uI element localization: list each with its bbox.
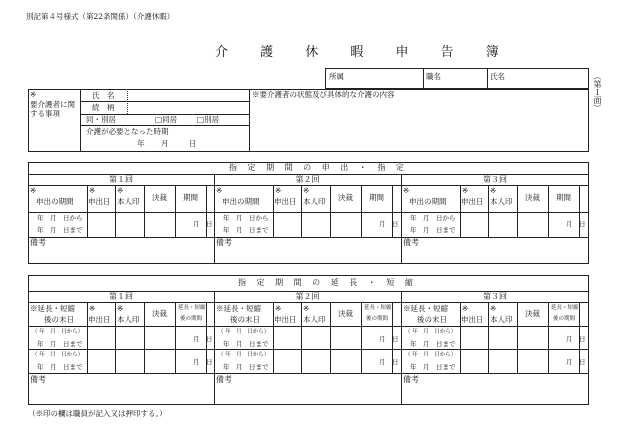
seal-header: 本人印	[117, 197, 140, 206]
page-title: 介 護 休 暇 申 告 簿	[215, 45, 513, 60]
ext-to-text: 年 月 日まで	[223, 363, 269, 371]
cohabit-label: 同・別居	[86, 115, 116, 124]
ext-to-text: 年 月 日まで	[410, 363, 456, 371]
ext-from-text: （ 年 月 日から）	[405, 329, 457, 335]
ext-period-header: 延長・短縮	[178, 305, 206, 311]
extension-round-label: 第３回	[483, 292, 507, 301]
duration-header: 期間	[556, 193, 571, 202]
designation-round-label: 第２回	[295, 175, 320, 184]
ext-request-date-header: 申出日	[274, 315, 297, 324]
extension-title: 指 定 期 間 の 延 長 ・ 短 縮	[238, 278, 417, 287]
ext-seal-header: 本人印	[490, 315, 513, 324]
request-date-header: 申出日	[88, 197, 111, 206]
ext-to-text: 年 月 日まで	[37, 363, 83, 371]
seal-header: 本人印	[303, 197, 326, 206]
duration-value-text: 月 日	[379, 220, 399, 228]
ext-duration-text: 月 日	[379, 335, 399, 343]
ext-seal-header: 本人印	[303, 315, 326, 324]
ext-duration-text: 月 日	[379, 358, 399, 366]
seal-header: 本人印	[490, 197, 513, 206]
ext-period-header: 延長・短縮	[551, 305, 579, 311]
remarks-label: 備考	[216, 238, 232, 247]
ext-remarks-label: 備考	[403, 375, 419, 384]
approval-header: 決裁	[152, 193, 167, 202]
duration-value-text: 月 日	[193, 220, 213, 228]
period-to-text: 年 月 日まで	[223, 226, 269, 234]
request-date-header: 申出日	[461, 197, 484, 206]
period-to-text: 年 月 日まで	[410, 226, 456, 234]
ext-to-text: 年 月 日まで	[223, 340, 269, 348]
ext-from-text: （ 年 月 日から）	[218, 329, 270, 335]
designation-round-label: 第１回	[109, 175, 133, 184]
period-from-text: 年 月 日から	[37, 214, 83, 222]
ext-duration-text: 月 日	[193, 358, 213, 366]
separate-checkbox[interactable]: □別居	[197, 115, 220, 124]
employee-name-label: 氏名	[490, 72, 505, 81]
extension-end-header: ※延長・短縮	[30, 304, 75, 313]
ext-from-text: （ 年 月 日から）	[32, 352, 84, 358]
request-period-header: 申出の期間	[409, 197, 447, 206]
request-period-header: 申出の期間	[36, 197, 74, 206]
ext-from-text: （ 年 月 日から）	[405, 352, 457, 358]
designation-round-label: 第３回	[483, 175, 507, 184]
recipient-name-label: 氏 名	[92, 91, 115, 100]
employee-info-box	[325, 68, 589, 89]
relation-label: 続 柄	[92, 103, 115, 112]
extension-end-header: ※延長・短縮	[403, 304, 448, 313]
remarks-label: 備考	[403, 238, 419, 247]
cohabit-checkbox[interactable]: □同居	[155, 115, 178, 124]
request-date-header: 申出日	[274, 197, 297, 206]
ext-seal-header: 本人印	[117, 315, 140, 324]
approval-header: 決裁	[338, 193, 353, 202]
form-reference: 別記第４号様式（第22条関係）（介護休暇）	[26, 12, 175, 21]
request-period-header: 申出の期間	[222, 197, 260, 206]
footnote: （※印の欄は職員が記入又は押印する。）	[28, 409, 167, 418]
period-from-text: 年 月 日から	[410, 214, 456, 222]
ext-to-text: 年 月 日まで	[37, 340, 83, 348]
affiliation-label: 所属	[329, 72, 344, 81]
ext-remarks-label: 備考	[30, 375, 46, 384]
ext-duration-text: 月 日	[193, 335, 213, 343]
ext-request-date-header: 申出日	[88, 315, 111, 324]
page-side-label: （第１面）	[593, 72, 602, 112]
extension-round-label: 第１回	[109, 292, 133, 301]
ext-period-header: 延長・短縮	[364, 305, 392, 311]
period-to-text: 年 月 日まで	[37, 226, 83, 234]
extension-end-header: ※延長・短縮	[216, 304, 261, 313]
approval-header: 決裁	[525, 193, 540, 202]
ext-approval-header: 決裁	[152, 309, 167, 318]
extension-round-label: 第２回	[295, 292, 320, 301]
job-title-label: 職名	[426, 72, 441, 81]
ext-request-date-header: 申出日	[461, 315, 484, 324]
ext-approval-header: 決裁	[338, 309, 353, 318]
ext-from-text: （ 年 月 日から）	[32, 329, 84, 335]
ext-from-text: （ 年 月 日から）	[218, 352, 270, 358]
ext-remarks-label: 備考	[216, 375, 232, 384]
duration-value-text: 月 日	[566, 220, 586, 228]
ext-approval-header: 決裁	[525, 309, 540, 318]
duration-header: 期間	[183, 193, 198, 202]
remarks-label: 備考	[30, 238, 46, 247]
care-recipient-label: 要介護者に関	[30, 100, 75, 109]
designation-title: 指 定 期 間 の 申 出 ・ 指 定	[229, 163, 408, 172]
ext-to-text: 年 月 日まで	[410, 340, 456, 348]
care-condition-label: ※要介護者の状態及び具体的な介護の内容	[252, 90, 395, 99]
care-start-label: 介護が必要となった時期	[86, 127, 169, 136]
duration-header: 期間	[369, 193, 384, 202]
ext-duration-text: 月 日	[566, 358, 586, 366]
period-from-text: 年 月 日から	[223, 214, 269, 222]
ext-duration-text: 月 日	[566, 335, 586, 343]
